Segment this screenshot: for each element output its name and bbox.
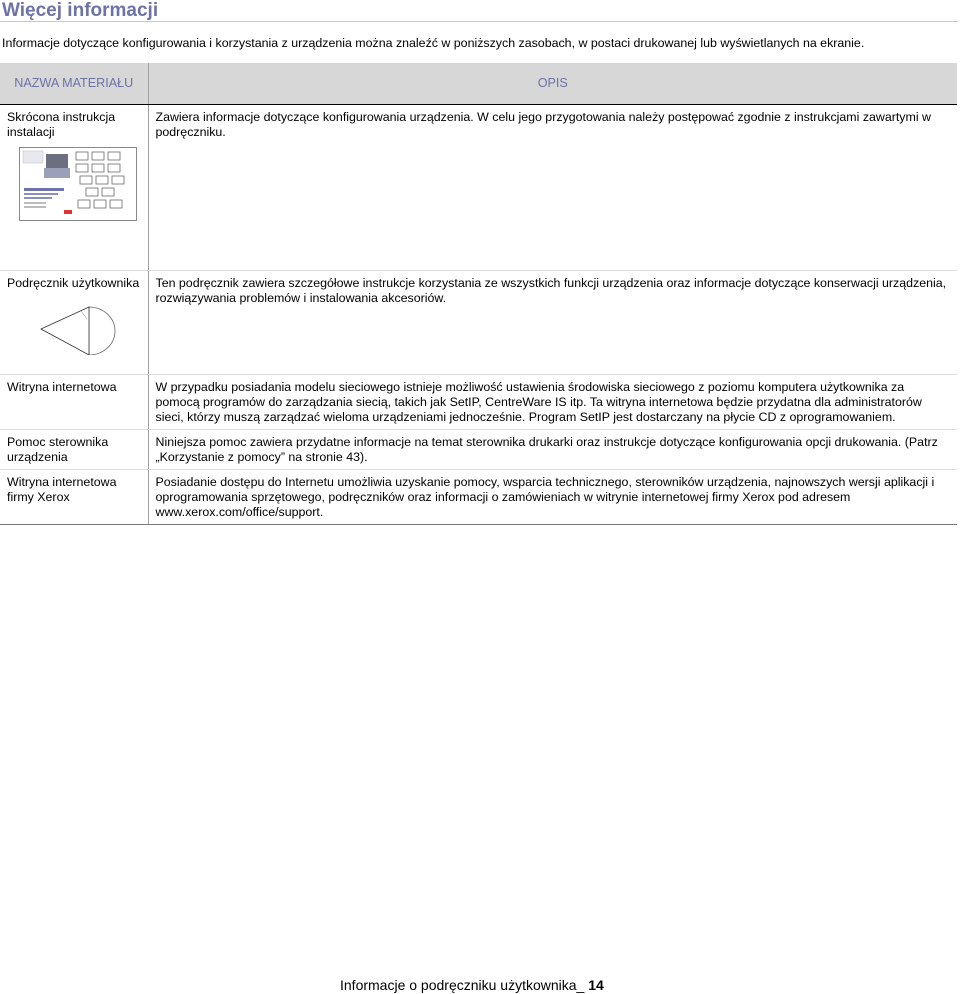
page-title: Więcej informacji — [2, 0, 159, 21]
row-desc: W przypadku posiadania modelu sieciowego istnieje możliwość ustawienia środowiska sieciowego z poziomu komputera użytkownika za pomocą programów do zarządzania siecią, takich jak SetIP, CentreWare IS itp. Ta witryna internetowa będzie przydatna dla administratorów sieci, którzy muszą zarządzać wieloma urządzeniami jednocześnie. Program SetIP jest dostarczany na płycie CD z oprogramowaniem. — [148, 375, 957, 430]
row-name-cell — [0, 271, 148, 375]
column-header-name: NAZWA MATERIAŁU — [0, 63, 148, 105]
page-number: 14 — [588, 977, 604, 993]
footer-text: Informacje o podręczniku użytkownika_ — [340, 977, 585, 993]
table-row — [0, 105, 957, 271]
table-row — [0, 430, 957, 470]
row-name: Witryna internetowa firmy Xerox — [0, 470, 148, 525]
intro-paragraph: Informacje dotyczące konfigurowania i korzystania z urządzenia można znaleźć w poniższych zasobach, w postaci drukowanej lub wyświetlanych na ekranie. — [2, 36, 865, 50]
table-row — [0, 375, 957, 430]
row-name: Pomoc sterownika urządzenia — [0, 430, 148, 470]
row-desc: Zawiera informacje dotyczące konfigurowania urządzenia. W celu jego przygotowania należy postępować zgodnie z instrukcjami zawartymi w podręczniku. — [148, 105, 957, 271]
row-desc: Ten podręcznik zawiera szczegółowe instrukcje korzystania ze wszystkich funkcji urządzenia oraz informacje dotyczące konserwacji urządzenia, rozwiązywania problemów i instalowania akcesoriów. — [148, 271, 957, 375]
table-header-row — [0, 63, 957, 105]
title-divider — [0, 21, 958, 22]
row-name-cell — [0, 105, 148, 271]
row-name: Podręcznik użytkownika — [7, 276, 140, 290]
table-row — [0, 271, 957, 375]
resources-table — [0, 63, 957, 525]
row-desc: Posiadanie dostępu do Internetu umożliwia uzyskanie pomocy, wsparcia technicznego, sterowników urządzenia, najnowszych wersji aplikacji i oprogramowania sprzętowego, podręczników oraz informacji o zamówieniach w witrynie internetowej firmy Xerox pod adresem www.xerox.com/office/support. — [148, 470, 957, 525]
quick-install-guide-thumbnail — [19, 147, 137, 221]
guide-illustration-icon — [20, 148, 136, 220]
row-desc: Niniejsza pomoc zawiera przydatne informacje na temat sterownika drukarki oraz instrukcje dotyczące konfigurowania opcji drukowania. (Patrz „Korzystanie z pomocy” na stronie 43). — [148, 430, 957, 470]
row-name: Witryna internetowa — [0, 375, 148, 430]
column-header-desc: OPIS — [148, 63, 957, 105]
page-footer — [340, 977, 604, 993]
table-row — [0, 470, 957, 525]
row-name: Skrócona instrukcja instalacji — [7, 110, 116, 139]
software-cd-icon — [37, 303, 121, 355]
